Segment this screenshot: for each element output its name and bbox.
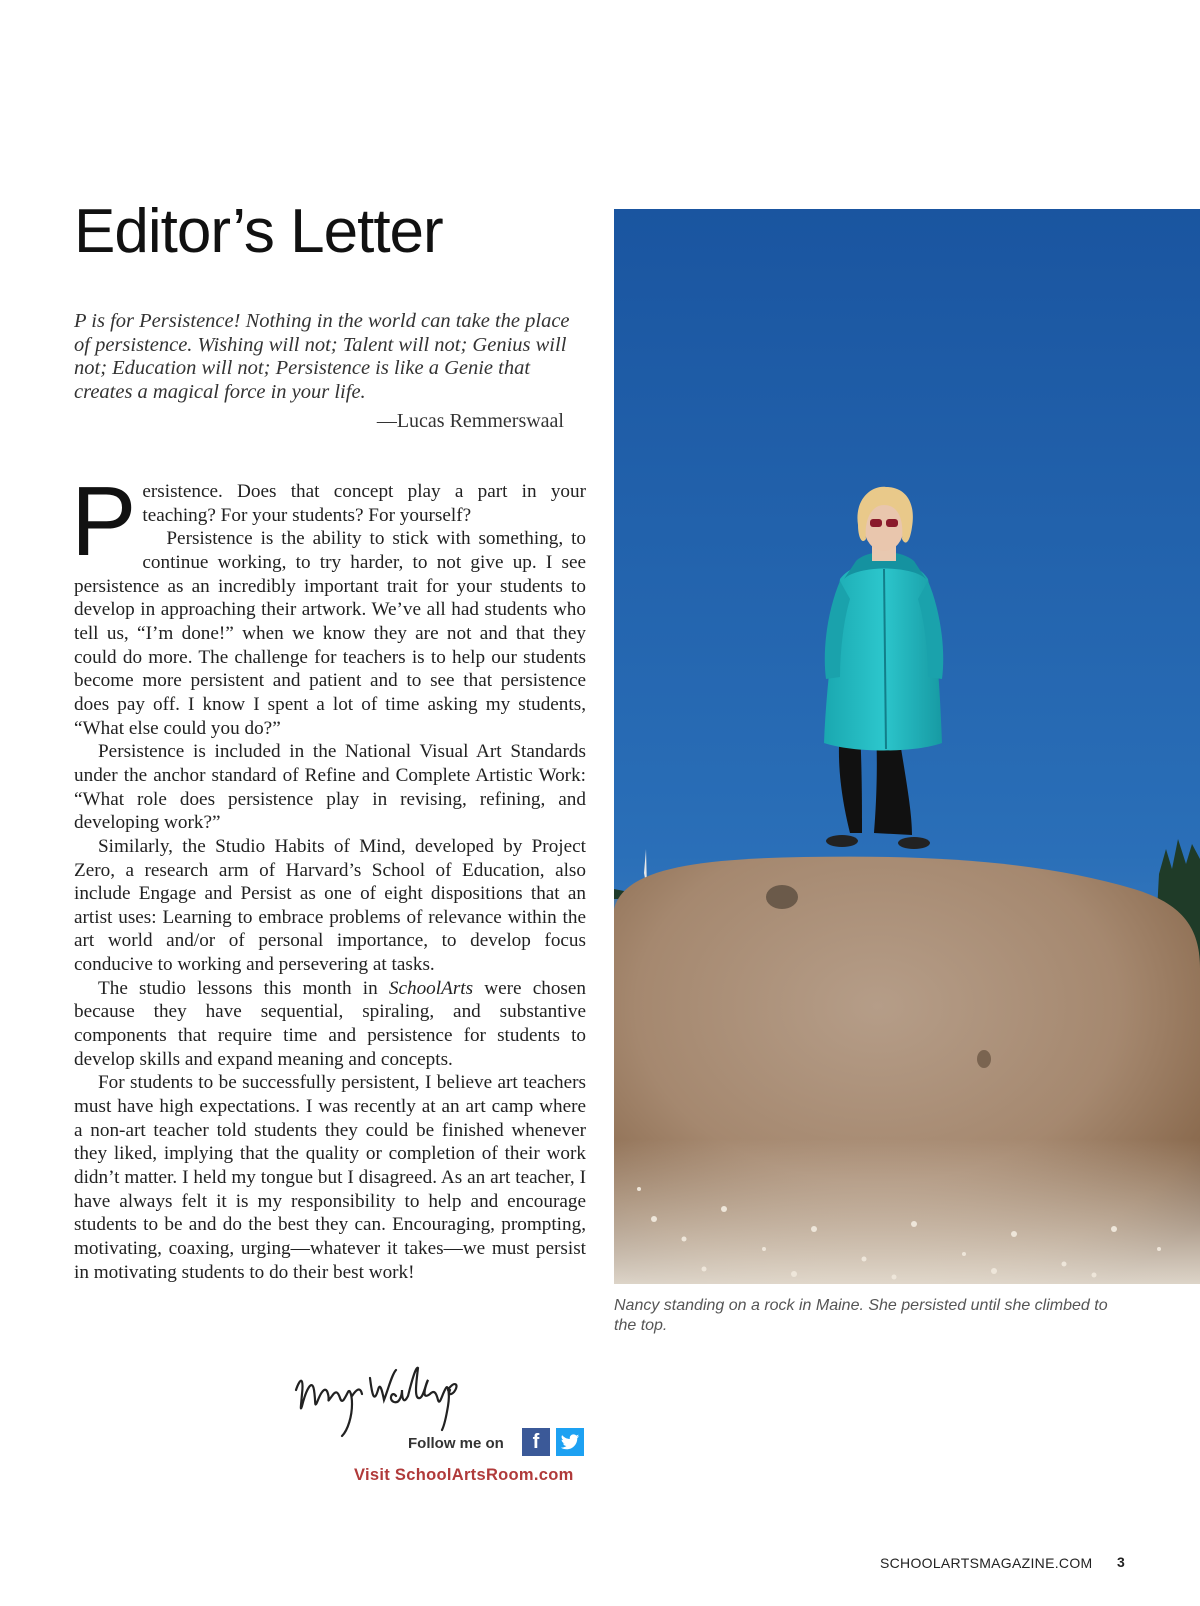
- drop-cap: P: [71, 466, 137, 576]
- paragraph-5-start: The studio lessons this month in: [98, 977, 389, 999]
- visit-link[interactable]: Visit SchoolArtsRoom.com: [354, 1466, 574, 1484]
- signature-image: [292, 1360, 532, 1444]
- follow-me-text: Follow me on: [408, 1435, 504, 1452]
- paragraph-1-text: ersistence. Does that concept play a part in your teaching? For your students? For yourself?: [142, 481, 586, 526]
- photo-nancy-on-rock: [614, 209, 1200, 1284]
- article-body: [71, 466, 586, 1284]
- paragraph-2: Persistence is the ability to stick with something, to continue working, to try harder, to not give up. I see persistence as an incredibly important trait for your students to develop in approaching their artwork. We’ve all had students who tell us, “I’m done!” when we know they are not and that they could do more. The challenge for teachers is to help our students become more persistent and patient and to see that persistence does pay off. I know I spent a lot of time asking my students, “What else could you do?”: [74, 528, 586, 739]
- page-number: 3: [1117, 1554, 1125, 1570]
- paragraph-4: Similarly, the Studio Habits of Mind, developed by Project Zero, a research arm of Harvard’s School of Education, also include Engage and Persist as one of eight dispositions that an artist uses: Learning to embrace problems of relevance within the art world and/or of personal importance, to develop focus conducive to working and persevering at tasks.: [74, 835, 586, 976]
- paragraph-3: Persistence is included in the National Visual Art Standards under the anchor standard of Refine and Complete Artistic Work: “What role does persistence play in revising, refining, and developing work?”: [74, 741, 586, 834]
- paragraph-5-end: were chosen because they have sequential, spiraling, and substantive components that require time and persistence for students to develop skills and expand meaning and concepts.: [74, 977, 586, 1070]
- footer-website: SCHOOLARTSMAGAZINE.COM: [880, 1555, 1093, 1571]
- paragraph-5: [74, 977, 586, 1072]
- page-title: Editor’s Letter: [74, 197, 443, 266]
- epigraph-attribution: —Lucas Remmerswaal: [376, 410, 564, 432]
- facebook-icon[interactable]: f: [522, 1428, 550, 1456]
- paragraph-1: [71, 466, 586, 576]
- photo-caption: Nancy standing on a rock in Maine. She persisted until she climbed to the top.: [614, 1297, 1108, 1334]
- magazine-name: SchoolArts: [388, 977, 474, 999]
- paragraph-6: For students to be successfully persistent, I believe art teachers must have high expectations. I was recently at an art camp where a non-art teacher told students they could be finished whenever they liked, implying that the quality or completion of their work didn’t matter. I held my tongue but I disagreed. As an art teacher, I have always felt it is my responsibility to help and encourage students to be and do the best they can. Encouraging, prompting, motivating, coaxing, urging—whatever it takes—we must persist in motivating students to do their best work!: [74, 1072, 586, 1283]
- twitter-icon[interactable]: [556, 1428, 584, 1456]
- epigraph-quote: P is for Persistence! Nothing in the world can take the place of persistence. Wishing will not; Talent will not; Genius will not; Education will not; Persistence is like a Genie that creates a magical force in your life.: [74, 310, 570, 404]
